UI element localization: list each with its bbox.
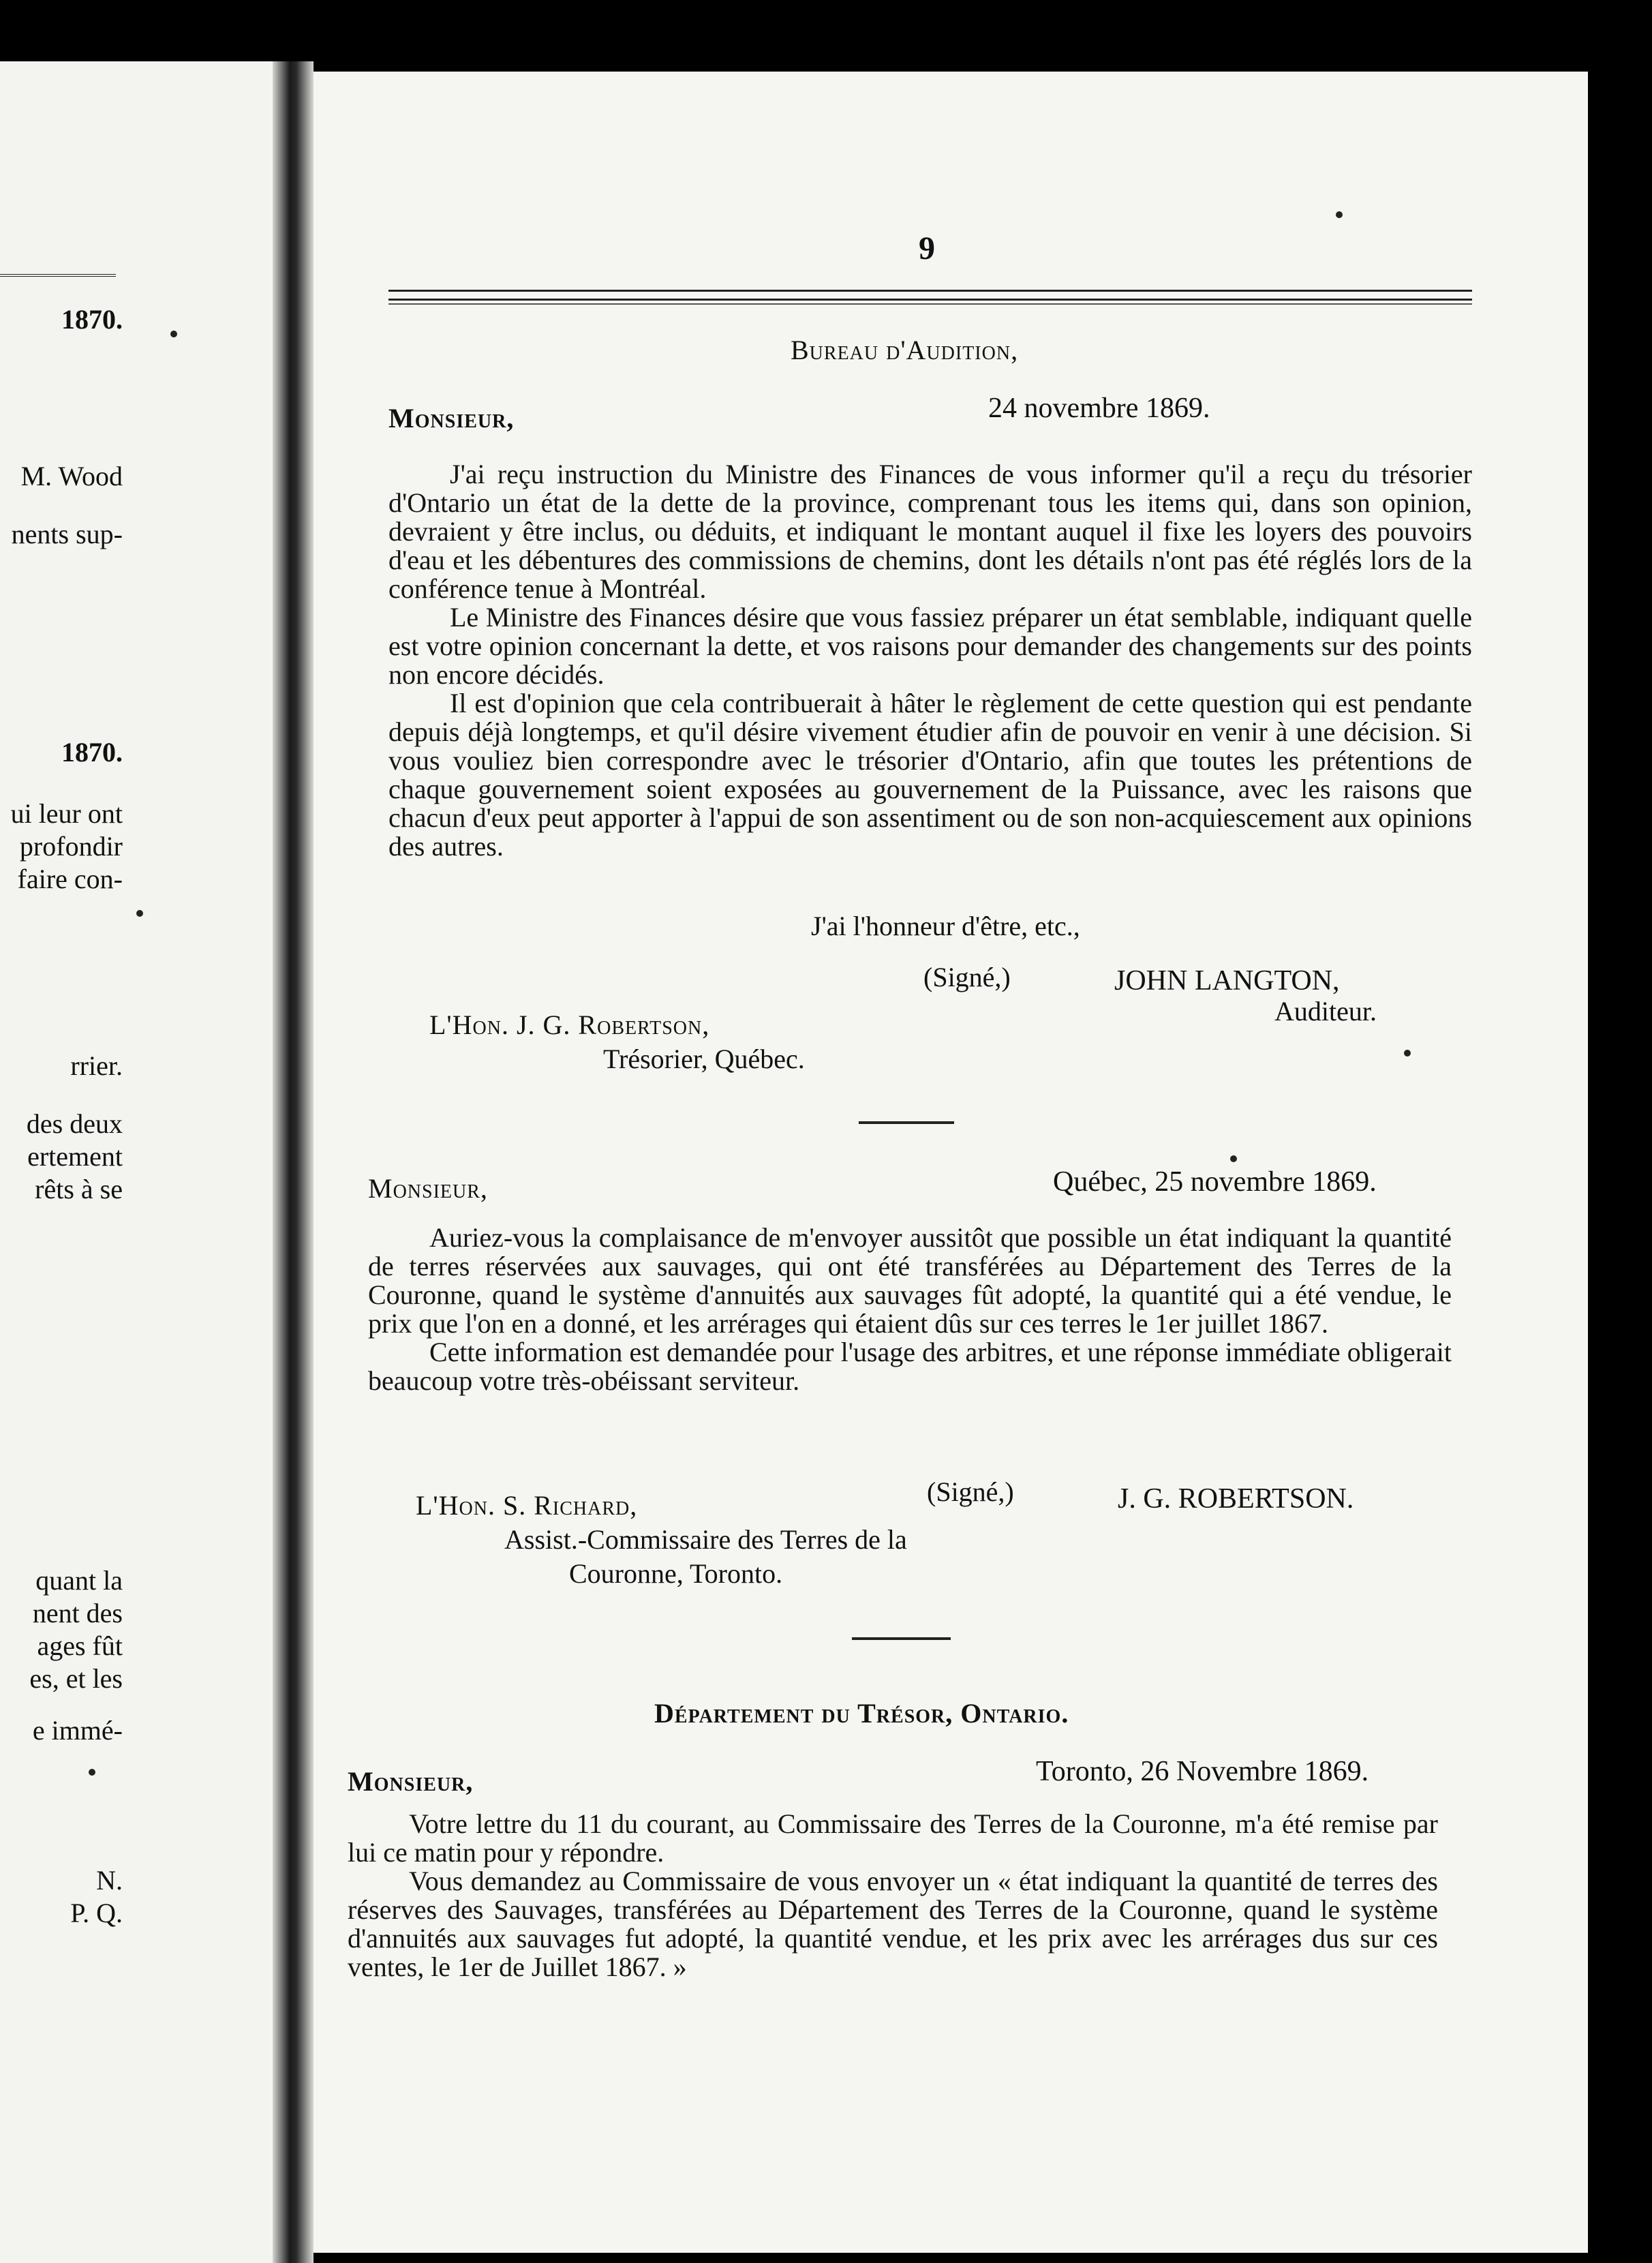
left-fragment-line: quant la (35, 1565, 123, 1596)
left-fragment-line: 1870. (61, 304, 123, 335)
letter1-signer-title: Auditeur. (1274, 996, 1377, 1027)
letter1-recipient-title: Trésorier, Québec. (603, 1044, 805, 1074)
letter1-closing: J'ai l'honneur d'être, etc., (811, 911, 1080, 941)
letter2-recipient-title-line1: Assist.-Commissaire des Terres de la (504, 1524, 907, 1555)
letter3-paragraph: Vous demandez au Commissaire de vous envoyer un « état indiquant la quantité de terres des réserves des Sauvages, transférées au Département des Terres de la Couronne, quand le système d'annuités aux sauvages fut adopté, la quantité vendue, et les prix avec les arrérages dus sur ces ventes, le 1er de Juillet 1867. » (348, 1866, 1438, 1982)
left-page-fragment (0, 61, 273, 2263)
left-fragment-line: faire con- (17, 864, 123, 894)
book-gutter (273, 61, 313, 2263)
left-fragment-line: des deux (26, 1108, 123, 1139)
letter1-salutation: Monsieur, (388, 403, 515, 434)
ink-speck (1404, 1050, 1411, 1057)
letter1-paragraph: Le Ministre des Finances désire que vous fassiez préparer un état semblable, indiquant quelle est votre opinion concernant la dette, et vos raisons pour demander des changements sur des points non encore décidés. (388, 602, 1472, 690)
left-fragment-line: rêts à se (35, 1174, 123, 1204)
left-fragment-line: P. Q. (70, 1898, 123, 1928)
ink-speck (89, 1769, 95, 1776)
left-fragment-line: e immé- (32, 1715, 123, 1746)
ink-speck (1336, 211, 1343, 218)
letter2-paragraph: Cette information est demandée pour l'usage des arbitres, et une réponse immédiate obligerait beaucoup votre très-obéissant serviteur. (368, 1337, 1452, 1396)
letter3-body (348, 1810, 1438, 1981)
ink-speck (1230, 1155, 1237, 1162)
ink-speck (170, 331, 177, 337)
letter3-paragraph: Votre lettre du 11 du courant, au Commissaire des Terres de la Couronne, m'a été remise par lui ce matin pour y répondre. (348, 1808, 1438, 1868)
letter3-salutation: Monsieur, (348, 1766, 474, 1797)
left-fragment-line: nents sup- (11, 519, 123, 549)
header-double-rule (388, 290, 1472, 301)
ink-speck (136, 910, 143, 917)
left-fragment-line: es, et les (29, 1663, 123, 1694)
left-fragment-line: ages fût (37, 1630, 123, 1661)
left-fragment-line: M. Wood (20, 461, 123, 491)
left-page-header-rule (0, 274, 116, 279)
letter2-salutation: Monsieur, (368, 1173, 488, 1204)
letter2-paragraph: Auriez-vous la complaisance de m'envoyer aussitôt que possible un état indiquant la quantité de terres réservées aux sauvages, qui ont été transférées au Département des Terres de la Couronne, quand le système d'annuités aux sauvages fût adopté, la quantité qui a été vendue, le prix que l'on en a donné, et les arrérages qui étaient dûs sur ces terres le 1er juillet 1867. (368, 1222, 1452, 1339)
letter1-date: 24 novembre 1869. (988, 393, 1210, 424)
letter1-signed-label: (Signé,) (923, 962, 1011, 992)
letter1-paragraph: Il est d'opinion que cela contribuerait à hâter le règlement de cette question qui est pendante depuis déjà longtemps, et qu'il désire vivement étudier afin de pouvoir en venir à une décision. Si vous vouliez bien correspondre avec le trésorier d'Ontario, afin que toutes les prétentions de chaque gouvernement soient exposées au gouvernement de la Puissance, avec les raisons que chacun d'eux peut apporter à l'appui de son assentiment ou de son non-acquiescement aux opinions des autres. (388, 688, 1472, 862)
letter-separator (852, 1637, 951, 1640)
letter2-signed-label: (Signé,) (927, 1476, 1014, 1507)
letter2-recipient-title-line2: Couronne, Toronto. (569, 1558, 783, 1589)
letter3-date: Toronto, 26 Novembre 1869. (1036, 1756, 1369, 1787)
letter1-body (388, 460, 1472, 861)
left-fragment-line: N. (96, 1865, 123, 1896)
letter2-recipient-name: L'Hon. S. Richard, (416, 1490, 638, 1521)
letter1-signer-name: JOHN LANGTON, (1114, 965, 1340, 997)
left-fragment-line: nent des (32, 1598, 123, 1628)
left-fragment-line: profondir (19, 831, 123, 862)
left-fragment-line: ertement (27, 1141, 123, 1172)
letter3-office-heading: Département du Trésor, Ontario. (654, 1698, 1069, 1729)
letter-separator (859, 1121, 954, 1124)
letter2-signer-name: J. G. ROBERTSON. (1118, 1483, 1354, 1515)
left-fragment-line: 1870. (61, 737, 123, 768)
letter2-body (368, 1224, 1452, 1395)
left-fragment-line: ui leur ont (10, 798, 123, 829)
left-fragment-line: rrier. (70, 1050, 123, 1081)
letter2-date: Québec, 25 novembre 1869. (1053, 1166, 1377, 1198)
main-page (313, 72, 1588, 2253)
page-number: 9 (919, 230, 935, 267)
header-thin-rule (388, 303, 1472, 305)
letter1-office-heading: Bureau d'Audition, (791, 335, 1019, 365)
letter1-paragraph: J'ai reçu instruction du Ministre des Finances de vous informer qu'il a reçu du trésorier d'Ontario un état de la dette de la province, comprenant tous les items qui, dans son opinion, devraient y être inclus, ou déduits, et indiquant le montant auquel il fixe les loyers des pouvoirs d'eau et les débentures des commissions de chemins, dont les détails n'ont pas été réglés lors de la conférence tenue à Montréal. (388, 459, 1472, 604)
letter1-recipient-name: L'Hon. J. G. Robertson, (429, 1009, 710, 1040)
